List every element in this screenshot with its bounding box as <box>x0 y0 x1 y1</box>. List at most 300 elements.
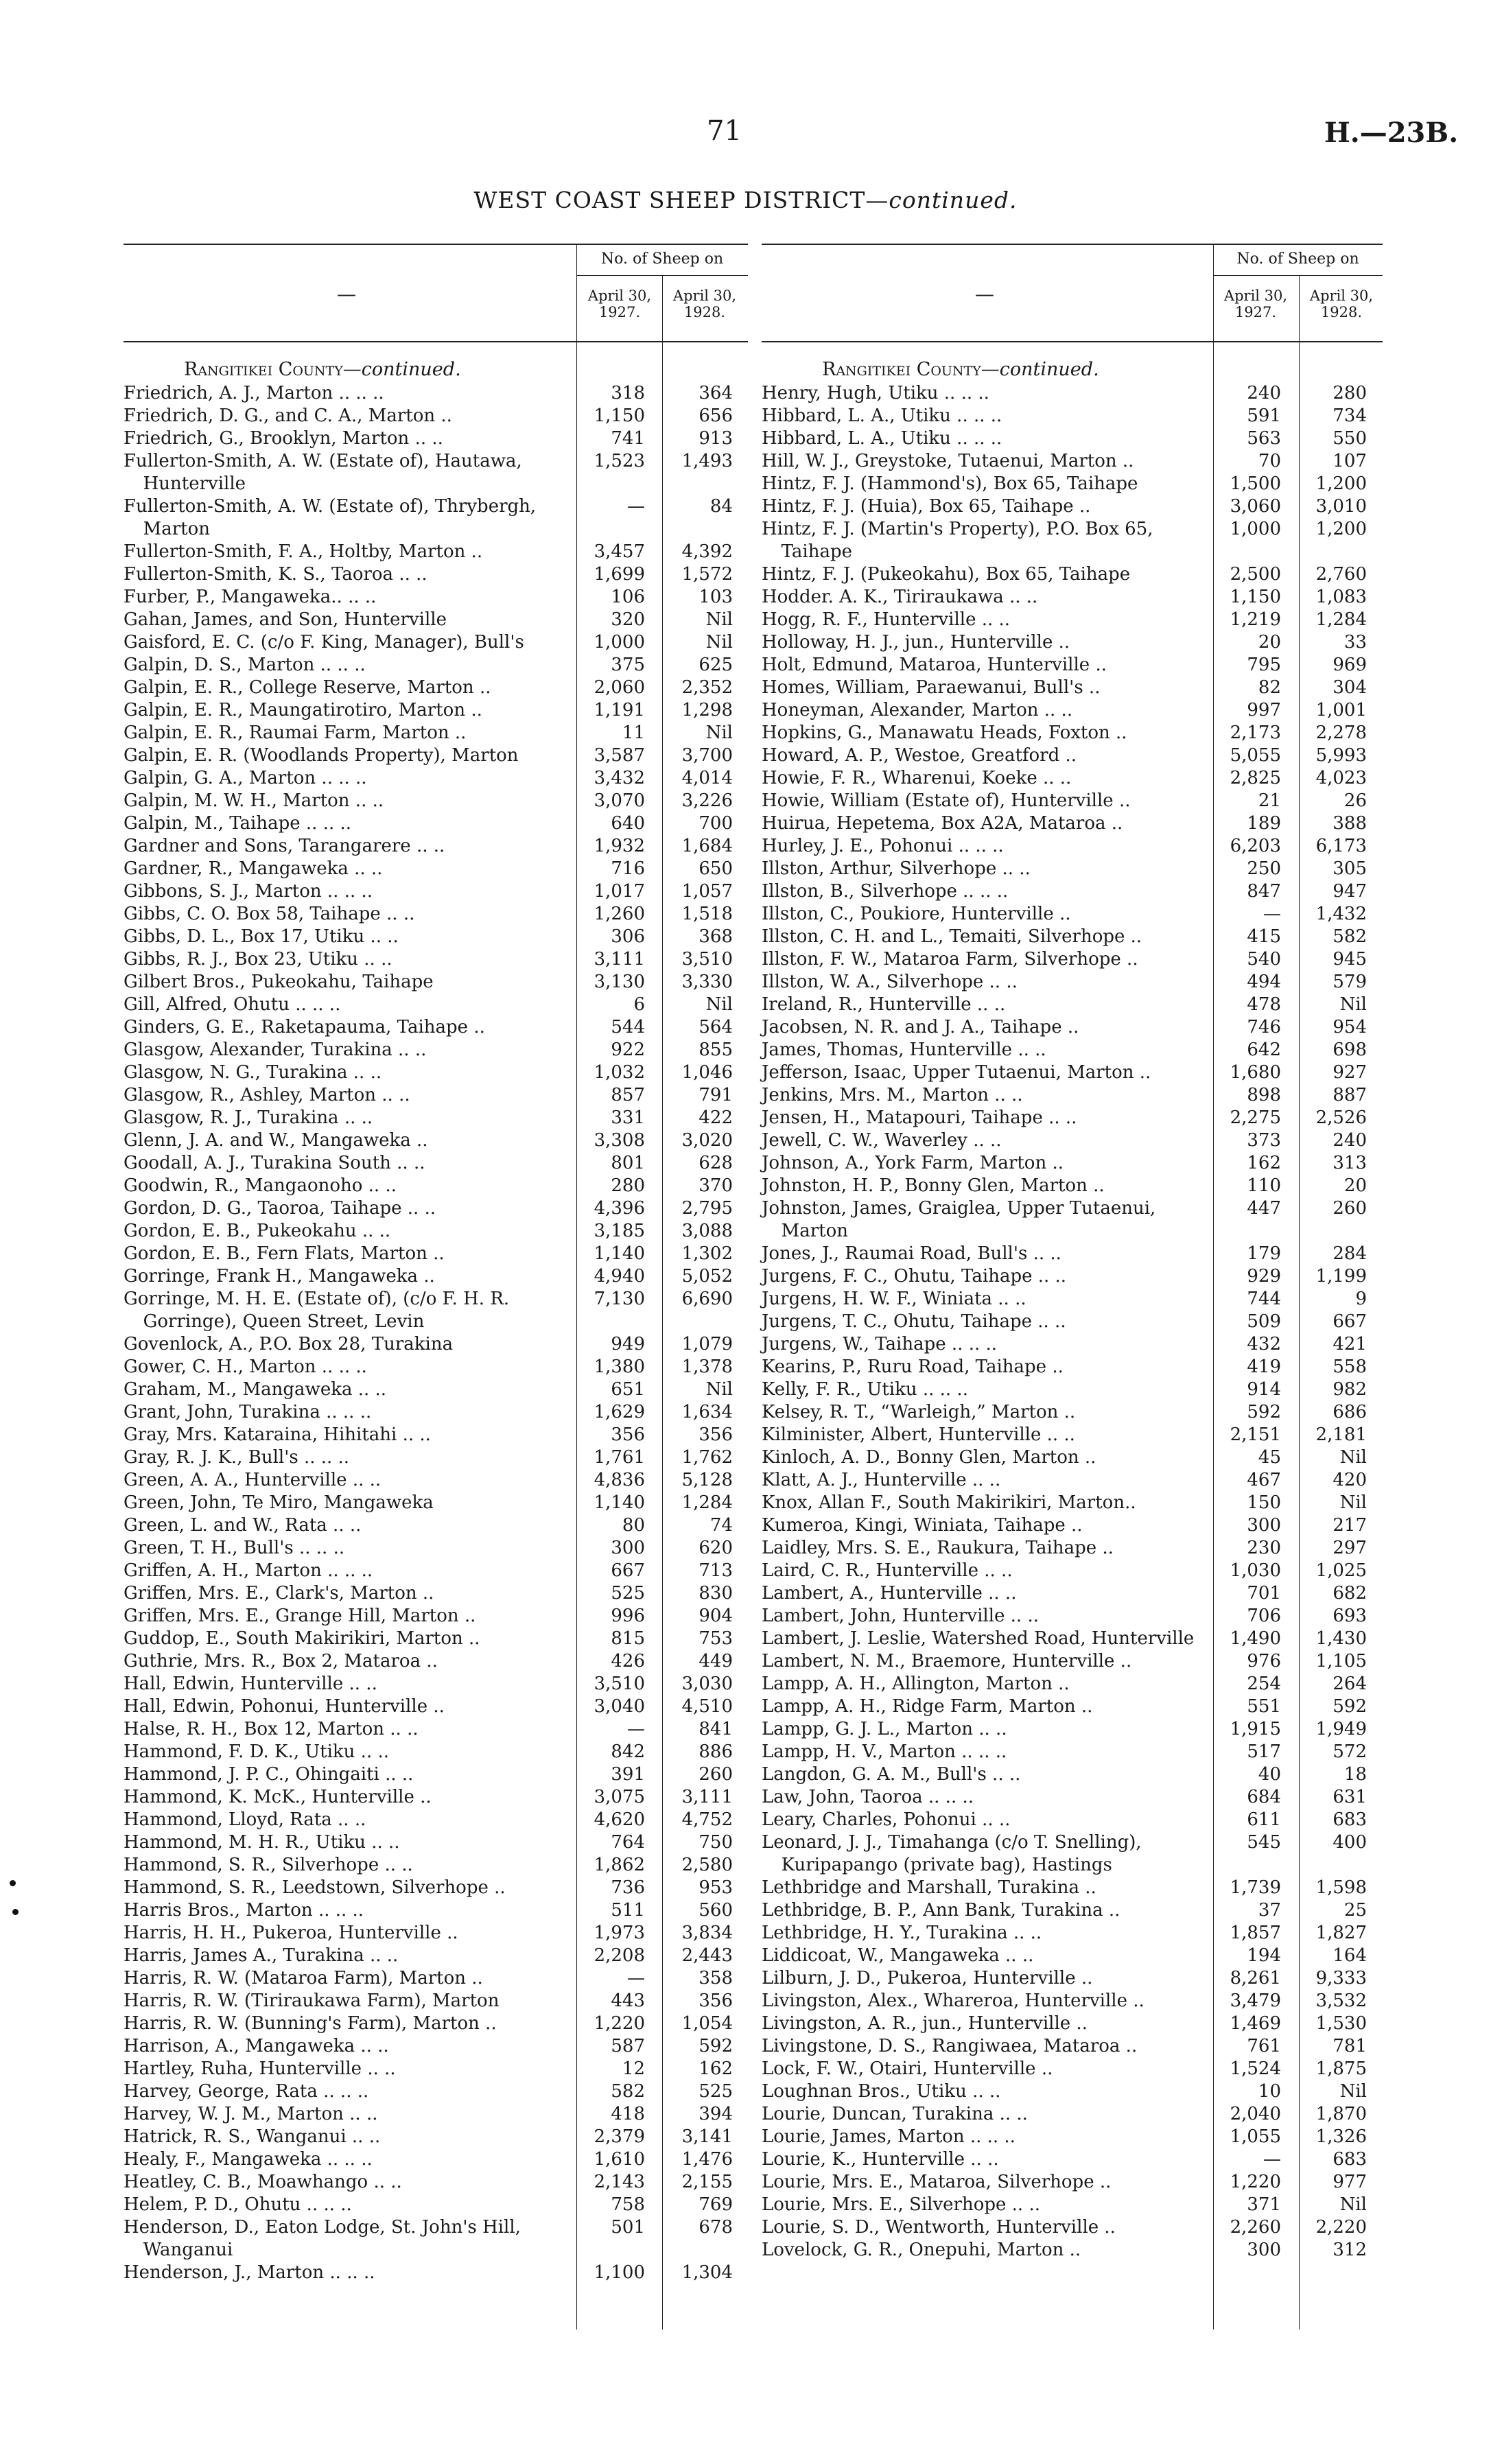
sheep-count-1928: Nil <box>1339 2194 1367 2215</box>
sheep-count-1928: Nil <box>705 609 733 630</box>
sheep-count-1928: 1,001 <box>1315 700 1367 720</box>
sheep-count-1927: 1,032 <box>594 1062 645 1083</box>
sheep-count-1927: 110 <box>1247 1175 1281 1196</box>
table-row <box>762 1582 1383 1605</box>
sheep-count-1928: 260 <box>1332 1198 1367 1219</box>
owner-name: Gill, Alfred, Ohutu .. .. .. <box>124 994 341 1015</box>
sheep-count-1928: 713 <box>698 1560 733 1581</box>
owner-name: Galpin, E. R. (Woodlands Property), Marton <box>124 745 519 766</box>
sheep-count-1928: 982 <box>1332 1379 1367 1400</box>
owner-name: Harris Bros., Marton .. .. .. <box>124 1900 364 1921</box>
table-row <box>762 1650 1383 1673</box>
sheep-count-1927: 1,523 <box>594 451 645 471</box>
table-row <box>124 2216 748 2262</box>
sheep-count-1928: 1,057 <box>681 881 733 902</box>
owner-name: Galpin, E. R., College Reserve, Marton .. <box>124 677 491 698</box>
sheep-count-1927: 1,524 <box>1230 2058 1281 2079</box>
sheep-count-1928: 74 <box>709 1515 733 1536</box>
sheep-count-1927: 3,432 <box>594 768 645 788</box>
table-row <box>762 1899 1383 1922</box>
sheep-count-1928: 620 <box>698 1538 733 1558</box>
owner-name: Galpin, E. R., Raumai Farm, Marton .. <box>124 723 467 743</box>
table-row <box>762 1197 1383 1243</box>
owner-name: Homes, William, Paraewanui, Bull's .. <box>762 677 1101 698</box>
table-row <box>762 2103 1383 2126</box>
sheep-count-1927: 2,500 <box>1230 564 1281 585</box>
sheep-count-1927: 1,680 <box>1230 1062 1281 1083</box>
table-row <box>762 1560 1383 1582</box>
owner-name: Griffen, Mrs. E., Clark's, Marton .. <box>124 1583 434 1604</box>
owner-name: Glasgow, Alexander, Turakina .. .. <box>124 1040 427 1060</box>
sheep-count-1928: 280 <box>1332 383 1367 403</box>
table-row <box>124 631 748 654</box>
sheep-count-1927: 761 <box>1247 2036 1281 2056</box>
sheep-count-1927: 478 <box>1247 994 1281 1015</box>
owner-name: Lock, F. W., Otairi, Hunterville .. <box>762 2058 1053 2079</box>
table-row <box>762 948 1383 971</box>
sheep-count-1928: 4,510 <box>681 1696 733 1717</box>
sheep-count-1928: 421 <box>1332 1334 1367 1354</box>
sheep-count-1927: 8,261 <box>1230 1968 1281 1988</box>
owner-name: Lampp, G. J. L., Marton .. .. <box>762 1719 1007 1739</box>
sheep-count-1928: 240 <box>1332 1130 1367 1151</box>
owner-name: Hammond, M. H. R., Utiku .. .. <box>124 1832 400 1853</box>
owner-name: Hatrick, R. S., Wanganui .. .. <box>124 2126 381 2147</box>
table-row <box>124 2262 748 2284</box>
table-row <box>124 382 748 405</box>
sheep-count-1927: 4,620 <box>594 1809 645 1830</box>
sheep-count-1927: 544 <box>611 1017 645 1037</box>
owner-name: Gardner and Sons, Tarangarere .. .. <box>124 836 445 856</box>
sheep-count-1928: 84 <box>709 496 733 517</box>
sheep-count-1928: 3,700 <box>681 745 733 766</box>
owner-name: Hammond, S. R., Leedstown, Silverhope .. <box>124 1877 506 1898</box>
owner-name: Leary, Charles, Pohonui .. .. <box>762 1809 1011 1830</box>
sheep-count-1928: 550 <box>1332 428 1367 449</box>
table-row <box>124 1378 748 1401</box>
sheep-count-1928: 1,476 <box>681 2149 733 2170</box>
table-row <box>124 677 748 699</box>
table-row <box>124 994 748 1016</box>
table-row <box>762 722 1383 744</box>
table-row <box>762 1809 1383 1831</box>
table-row <box>124 1084 748 1107</box>
owner-name: Jones, J., Raumai Road, Bull's .. .. <box>762 1243 1061 1264</box>
sheep-count-1927: 2,173 <box>1230 723 1281 743</box>
owner-name: Harris, R. W. (Mataroa Farm), Marton .. <box>124 1968 483 1988</box>
sheep-count-1928: 1,200 <box>1315 519 1367 539</box>
table-row <box>124 1696 748 1718</box>
owner-name: Galpin, G. A., Marton .. .. .. <box>124 768 367 788</box>
sheep-count-1927: 70 <box>1258 451 1281 471</box>
table-row <box>124 609 748 631</box>
table-row <box>124 2148 748 2171</box>
table-row <box>124 405 748 427</box>
sheep-count-1928: 682 <box>1332 1583 1367 1604</box>
table-row <box>762 654 1383 677</box>
owner-name: Jensen, H., Matapouri, Taihape .. .. <box>762 1107 1077 1128</box>
owner-name: Heatley, C. B., Moawhango .. .. <box>124 2172 402 2192</box>
table-row <box>124 767 748 790</box>
margin-dot <box>12 1909 19 1915</box>
sheep-count-1928: 667 <box>1332 1311 1367 1332</box>
sheep-count-1928: 1,304 <box>681 2262 733 2283</box>
table-row <box>124 427 748 450</box>
sheep-count-1927: 4,940 <box>594 1266 645 1287</box>
sheep-count-1928: 582 <box>1332 926 1367 947</box>
owner-name: Gower, C. H., Marton .. .. .. <box>124 1357 367 1377</box>
sheep-count-1928: 969 <box>1332 655 1367 675</box>
sheep-count-1928: 2,760 <box>1315 564 1367 585</box>
sheep-count-1928: 560 <box>698 1900 733 1921</box>
sheep-count-1927: 898 <box>1247 1085 1281 1105</box>
sheep-count-1927: 418 <box>611 2104 645 2124</box>
sheep-count-1927: 189 <box>1247 813 1281 834</box>
sheep-count-1927: 2,040 <box>1230 2104 1281 2124</box>
table-row <box>124 1265 748 1288</box>
sheep-count-1927: 545 <box>1247 1832 1281 1853</box>
sheep-count-1927: 21 <box>1258 790 1281 811</box>
sheep-count-1928: 162 <box>698 2058 733 2079</box>
sheep-count-1927: 1,220 <box>594 2013 645 2034</box>
sheep-count-1928: 1,949 <box>1315 1719 1367 1739</box>
table-row <box>124 1809 748 1831</box>
sheep-count-1928: 103 <box>698 587 733 607</box>
sheep-count-1928: 977 <box>1332 2172 1367 2192</box>
sheep-count-1928: 700 <box>698 813 733 834</box>
sheep-count-1927: 11 <box>622 723 645 743</box>
sheep-count-1927: 375 <box>611 655 645 675</box>
sheep-count-1927: 997 <box>1247 700 1281 720</box>
owner-name: Fullerton-Smith, K. S., Taoroa .. .. <box>124 564 427 585</box>
section-heading-suffix: continued. <box>361 359 461 380</box>
owner-name: Guthrie, Mrs. R., Box 2, Mataroa .. <box>124 1651 438 1671</box>
sheep-count-1927: 511 <box>611 1900 645 1921</box>
table-row <box>124 1039 748 1061</box>
owner-name: Lourie, K., Hunterville .. .. <box>762 2149 999 2170</box>
owner-name: Harrison, A., Mangaweka .. .. <box>124 2036 389 2056</box>
owner-name: Illston, F. W., Mataroa Farm, Silverhope .. <box>762 949 1138 970</box>
table-row <box>124 1899 748 1922</box>
owner-name: Griffen, A. H., Marton .. .. .. <box>124 1560 373 1581</box>
sheep-count-1927: 1,017 <box>594 881 645 902</box>
table-row <box>762 609 1383 631</box>
sheep-count-1928: 284 <box>1332 1243 1367 1264</box>
table-row <box>762 1446 1383 1469</box>
sheep-count-1928: 1,105 <box>1315 1651 1367 1671</box>
sheep-count-1927: 922 <box>611 1040 645 1060</box>
owner-name: Illston, C. H. and L., Temaiti, Silverhope .. <box>762 926 1142 947</box>
owner-name: Jacobsen, N. R. and J. A., Taihape .. <box>762 1017 1079 1037</box>
sheep-count-1928: 25 <box>1343 1900 1367 1921</box>
owner-name: Lilburn, J. D., Pukeroa, Hunterville .. <box>762 1968 1093 1988</box>
year-1927-header: April 30, 1927. <box>587 288 652 320</box>
sheep-count-1927: 45 <box>1258 1447 1281 1468</box>
sheep-count-1927: 651 <box>611 1379 645 1400</box>
sheep-count-1927: 6,203 <box>1230 836 1281 856</box>
sheep-count-1927: 667 <box>611 1560 645 1581</box>
owner-name: Liddicoat, W., Mangaweka .. .. <box>762 1945 1034 1966</box>
table-row <box>762 1673 1383 1696</box>
sheep-count-1928: Nil <box>1339 1492 1367 1513</box>
sheep-count-1927: 12 <box>622 2058 645 2079</box>
owner-name: Lethbridge, B. P., Ann Bank, Turakina .. <box>762 1900 1120 1921</box>
sheep-count-1927: 517 <box>1247 1741 1281 1762</box>
owner-name: Hogg, R. F., Hunterville .. .. <box>762 609 1011 630</box>
table-row <box>124 1243 748 1265</box>
sheep-count-1928: 264 <box>1332 1674 1367 1694</box>
sheep-count-1928: 686 <box>1332 1402 1367 1422</box>
owner-name: Gray, R. J. K., Bull's .. .. .. <box>124 1447 350 1468</box>
sheep-count-1928: 33 <box>1343 632 1367 653</box>
sheep-count-1928: 558 <box>1332 1357 1367 1377</box>
table-row <box>762 1061 1383 1084</box>
table-row <box>762 1311 1383 1333</box>
owner-name: Kinloch, A. D., Bonny Glen, Marton .. <box>762 1447 1096 1468</box>
sheep-count-1927: 1,000 <box>1230 519 1281 539</box>
table-row <box>762 744 1383 767</box>
sheep-count-1927: 815 <box>611 1628 645 1649</box>
table-row <box>124 1582 748 1605</box>
sheep-count-1927: 300 <box>611 1538 645 1558</box>
sheep-count-1928: 631 <box>1332 1787 1367 1807</box>
table-row <box>124 450 748 495</box>
sheep-count-1927: — <box>627 1968 645 1988</box>
sheep-count-1928: 887 <box>1332 1085 1367 1105</box>
sheep-count-1927: 611 <box>1247 1809 1281 1830</box>
owner-name: Kearins, P., Ruru Road, Taihape .. <box>762 1357 1064 1377</box>
sheep-count-1928: 913 <box>698 428 733 449</box>
sheep-count-1928: 1,302 <box>681 1243 733 1264</box>
table-row <box>124 2080 748 2103</box>
table-row <box>124 1469 748 1492</box>
table-row <box>124 903 748 926</box>
section-heading-suffix: continued. <box>999 359 1099 380</box>
owner-name: Hammond, J. P. C., Ohingaiti .. .. <box>124 1764 414 1785</box>
sheep-count-1927: 1,610 <box>594 2149 645 2170</box>
owner-name: Gibbs, R. J., Box 23, Utiku .. .. <box>124 949 392 970</box>
owner-name: Friedrich, D. G., and C. A., Marton .. <box>124 406 452 426</box>
owner-name: Hodder. A. K., Tiriraukawa .. .. <box>762 587 1038 607</box>
name-column-header: — <box>975 283 994 305</box>
sheep-count-1927: 40 <box>1258 1764 1281 1785</box>
owner-name: Illston, Arthur, Silverhope .. .. <box>762 858 1031 879</box>
owner-name: Langdon, G. A. M., Bull's .. .. <box>762 1764 1021 1785</box>
owner-name: Lambert, John, Hunterville .. .. <box>762 1606 1039 1626</box>
sheep-count-1928: 1,199 <box>1315 1266 1367 1287</box>
column-divider <box>1299 275 1300 341</box>
table-row <box>762 1129 1383 1152</box>
owner-name: Hopkins, G., Manawatu Heads, Foxton .. <box>762 723 1127 743</box>
sheep-count-1927: 4,396 <box>594 1198 645 1219</box>
owner-name: Hammond, S. R., Silverhope .. .. <box>124 1855 413 1875</box>
owner-name: Green, A. A., Hunterville .. .. <box>124 1470 381 1490</box>
sheep-count-1928: 2,443 <box>681 1945 733 1966</box>
table-row <box>124 1288 748 1333</box>
sheep-count-1928: 2,155 <box>681 2172 733 2192</box>
sheep-count-1927: 443 <box>611 1991 645 2011</box>
sheep-count-1928: 3,020 <box>681 1130 733 1151</box>
owner-name: Kumeroa, Kingi, Winiata, Taihape .. <box>762 1515 1083 1536</box>
table-row <box>124 948 748 971</box>
sheep-count-1928: 400 <box>1332 1832 1367 1853</box>
table-row <box>124 495 748 541</box>
table-row <box>124 2126 748 2148</box>
sheep-count-1927: 3,587 <box>594 745 645 766</box>
sheep-count-1927: 300 <box>1247 1515 1281 1536</box>
sheep-count-1928: 422 <box>698 1107 733 1128</box>
sheep-count-1928: 954 <box>1332 1017 1367 1037</box>
sheep-count-1928: 572 <box>1332 1741 1367 1762</box>
sheep-count-1927: 2,143 <box>594 2172 645 2192</box>
sheep-count-1928: 947 <box>1332 881 1367 902</box>
sheep-count-1928: 304 <box>1332 677 1367 698</box>
sheep-count-1928: 678 <box>698 2217 733 2238</box>
table-row <box>762 2239 1383 2262</box>
sheep-count-1928: 927 <box>1332 1062 1367 1083</box>
table-row <box>124 1152 748 1175</box>
sheep-count-1928: 356 <box>698 1424 733 1445</box>
owner-name: Johnson, A., York Farm, Marton .. <box>762 1153 1064 1173</box>
table-row <box>124 971 748 994</box>
table-row <box>762 1356 1383 1378</box>
table-row <box>124 722 748 744</box>
sheep-count-1927: 320 <box>611 609 645 630</box>
document-reference: H.—23B. <box>1324 117 1459 149</box>
owner-name: Govenlock, A., P.O. Box 28, Turakina <box>124 1334 454 1354</box>
sheep-count-1927: 1,699 <box>594 564 645 585</box>
sheep-count-1927: 701 <box>1247 1583 1281 1604</box>
sheep-count-1928: 5,993 <box>1315 745 1367 766</box>
sheep-count-1927: 467 <box>1247 1470 1281 1490</box>
table-row <box>762 1175 1383 1197</box>
owner-name: Ireland, R., Hunterville .. .. <box>762 994 1006 1015</box>
sheep-count-1927: 1,100 <box>594 2262 645 2283</box>
sheep-count-1928: 3,030 <box>681 1674 733 1694</box>
owner-name: Gibbs, D. L., Box 17, Utiku .. .. <box>124 926 399 947</box>
owner-name: Green, T. H., Bull's .. .. .. <box>124 1538 345 1558</box>
page-title-main: WEST COAST SHEEP DISTRICT— <box>473 187 889 213</box>
owner-name: Lourie, Mrs. E., Mataroa, Silverhope .. <box>762 2172 1112 2192</box>
owner-name: Hintz, F. J. (Hammond's), Box 65, Taihape <box>762 473 1138 494</box>
sheep-count-1927: 3,308 <box>594 1130 645 1151</box>
sheep-count-1927: 419 <box>1247 1357 1281 1377</box>
table-row <box>762 1605 1383 1628</box>
table-row <box>762 2035 1383 2058</box>
sheep-count-1928: Nil <box>705 1379 733 1400</box>
table-row <box>762 1084 1383 1107</box>
sheep-count-1928: 753 <box>698 1628 733 1649</box>
table-row <box>762 1990 1383 2013</box>
sheep-count-1927: 1,857 <box>1230 1923 1281 1943</box>
sheep-count-1927: 1,380 <box>594 1357 645 1377</box>
owner-name: Glasgow, N. G., Turakina .. .. <box>124 1062 382 1083</box>
owner-name: Goodall, A. J., Turakina South .. .. <box>124 1153 425 1173</box>
table-row <box>124 835 748 858</box>
sheep-count-1928: 650 <box>698 858 733 879</box>
sheep-count-1927: 2,260 <box>1230 2217 1281 2238</box>
table-row <box>762 450 1383 473</box>
sheep-count-1928: 734 <box>1332 406 1367 426</box>
sheep-count-1928: 394 <box>698 2104 733 2124</box>
sheep-count-1928: 525 <box>698 2081 733 2102</box>
table-row <box>124 1854 748 1877</box>
sheep-count-1927: 1,932 <box>594 836 645 856</box>
table-row <box>762 1763 1383 1786</box>
sheep-count-1927: 1,469 <box>1230 2013 1281 2034</box>
owner-name: Kilminister, Albert, Hunterville .. .. <box>762 1424 1075 1445</box>
owner-name: Halse, R. H., Box 12, Marton .. .. <box>124 1719 419 1739</box>
owner-name: Helem, P. D., Ohutu .. .. .. <box>124 2194 352 2215</box>
owner-name: Galpin, M. W. H., Marton .. .. <box>124 790 384 811</box>
table-row <box>124 2194 748 2216</box>
sheep-count-1928: Nil <box>1339 2081 1367 2102</box>
owner-name: Gordon, E. B., Pukeokahu .. .. <box>124 1221 391 1241</box>
table-row <box>762 1333 1383 1356</box>
owner-name: Harvey, George, Rata .. .. .. <box>124 2081 369 2102</box>
owner-name: Illston, C., Poukiore, Hunterville .. <box>762 904 1071 924</box>
sheep-count-1928: 2,220 <box>1315 2217 1367 2238</box>
owner-name: Hintz, F. J. (Martin's Property), P.O. Box 65, Taihape <box>762 519 1153 562</box>
sheep-count-1927: 551 <box>1247 1696 1281 1717</box>
sheep-count-1927: 1,140 <box>594 1492 645 1513</box>
sheep-count-1928: 4,752 <box>681 1809 733 1830</box>
owner-name: Gorringe, Frank H., Mangaweka .. <box>124 1266 435 1287</box>
sheep-count-1927: 684 <box>1247 1787 1281 1807</box>
owner-name: Guddop, E., South Makirikiri, Marton .. <box>124 1628 480 1649</box>
owner-name: Green, John, Te Miro, Mangaweka <box>124 1492 434 1513</box>
sheep-count-1927: 331 <box>611 1107 645 1128</box>
owner-name: Howard, A. P., Westoe, Greatford .. <box>762 745 1077 766</box>
owner-name: Gardner, R., Mangaweka .. .. <box>124 858 383 879</box>
table-row <box>124 1514 748 1537</box>
sheep-count-1928: 1,079 <box>681 1334 733 1354</box>
table-row <box>124 1718 748 1741</box>
table-row <box>124 858 748 880</box>
page-number: 71 <box>707 115 742 147</box>
table-row <box>762 835 1383 858</box>
sheep-count-1927: 976 <box>1247 1651 1281 1671</box>
sheep-count-1928: 625 <box>698 655 733 675</box>
group-underline <box>1213 275 1383 276</box>
owner-name: Jurgens, W., Taihape .. .. .. <box>762 1334 998 1354</box>
owner-name: Hall, Edwin, Pohonui, Hunterville .. <box>124 1696 445 1717</box>
table-row <box>762 994 1383 1016</box>
sheep-count-1928: 388 <box>1332 813 1367 834</box>
section-heading <box>762 359 1383 382</box>
table-row <box>762 971 1383 994</box>
sheep-count-1928: 1,530 <box>1315 2013 1367 2034</box>
sheep-count-1928: 5,128 <box>681 1470 733 1490</box>
owner-name: Holt, Edmund, Mataroa, Hunterville .. <box>762 655 1107 675</box>
table-row <box>124 1537 748 1560</box>
sheep-count-1927: 426 <box>611 1651 645 1671</box>
table-row <box>124 1492 748 1514</box>
table-row <box>124 541 748 563</box>
sheep-count-1928: 1,432 <box>1315 904 1367 924</box>
sheep-count-1928: 3,141 <box>681 2126 733 2147</box>
table-row <box>124 563 748 586</box>
sheep-count-1927: 2,379 <box>594 2126 645 2147</box>
sheep-count-1927: 494 <box>1247 972 1281 992</box>
sheep-count-1927: 1,739 <box>1230 1877 1281 1898</box>
table-row <box>762 790 1383 812</box>
table-row <box>762 1107 1383 1129</box>
sheep-count-1927: 240 <box>1247 383 1281 403</box>
owner-name: Holloway, H. J., jun., Hunterville .. <box>762 632 1070 653</box>
owner-name: Harris, R. W. (Tiriraukawa Farm), Marton <box>124 1991 500 2011</box>
sheep-count-1928: 769 <box>698 2194 733 2215</box>
